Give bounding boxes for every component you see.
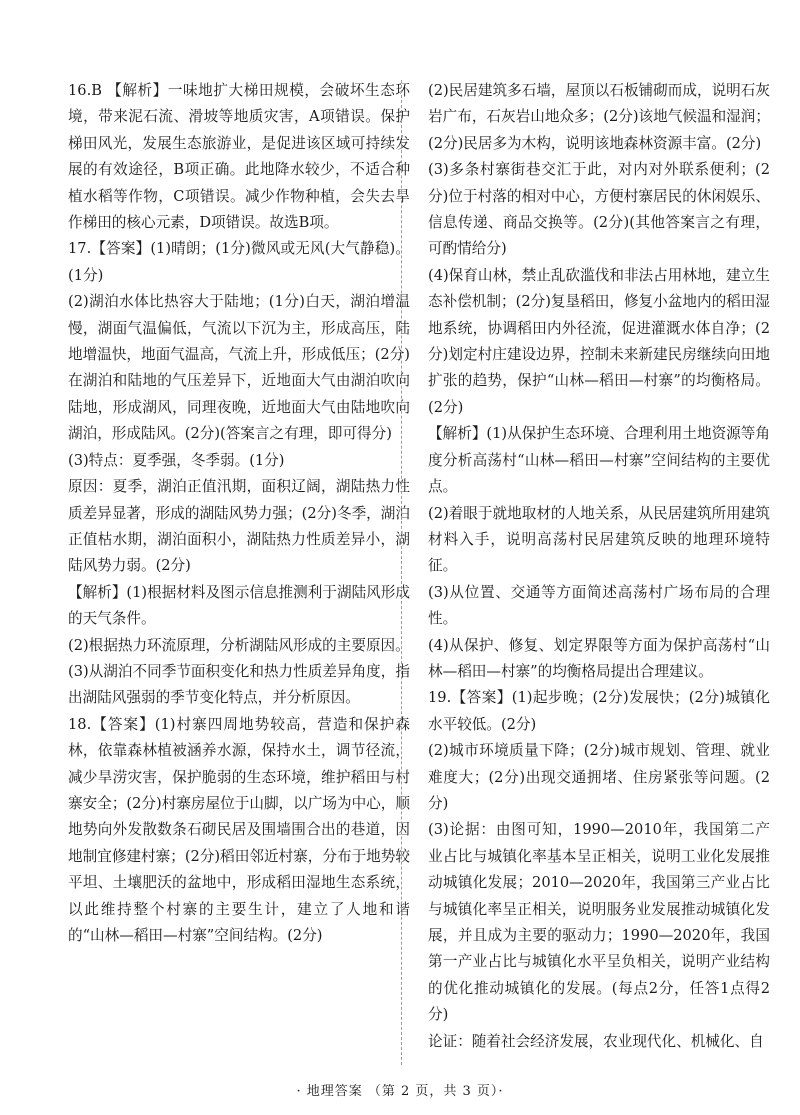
answer-19-part2: (2)城市环境质量下降；(2分)城市规划、管理、就业难度大；(2分)出现交通拥堵、住房紧张等问题。(2分) [428, 742, 770, 812]
answer-17-key: 17.【答案】(1)晴朗；(1分)微风或无风(大气静稳)。(1分) [68, 240, 410, 284]
answer-18-part4: (4)保育山林，禁止乱砍滥伐和非法占用林地，建立生态补偿机制；(2分)复垦稻田，修复小盆地内的稻田湿地系统，协调稻田内外径流，促进灌溉水体自净；(2分)划定村庄建设边界，控制未来新建民房继续向田地扩张的趋势，保护“山林—稻田—村寨”的均衡格局。(2分) [428, 266, 770, 416]
analysis-18-part2: (2)着眼于就地取材的人地关系，从民居建筑所用建筑材料入手，说明高荡村民居建筑反映的地理环境特征。 [428, 504, 770, 575]
page-footer: · 地理答案 （第 2 页，共 3 页）· [296, 1084, 504, 1099]
left-column [68, 78, 410, 949]
answer-17-part3-reason: 原因：夏季，湖泊正值汛期，面积辽阔，湖陆热力性质差异显著，形成的湖陆风势力强；(2分)冬季，湖泊正值枯水期，湖泊面积小，湖陆热力性质差异小，湖陆风势力弱。(2分) [68, 478, 410, 575]
answer-18-key: 18.【答案】(1)村寨四周地势较高，营造和保护森林，依靠森林植被涵养水源，保持水土，调节径流，减少旱涝灾害，保护脆弱的生态环境，维护稻田与村寨安全；(2分)村寨房屋位于山脚，以广场为中心，顺地势向外发散数条石砌民居及围墙围合出的巷道，因地制宜修建村寨；(2分)稻田邻近村寨，分布于地势较平坦、土壤肥沃的盆地中，形成稻田湿地生态系统，以此维持整个村寨的主要生计，建立了人地和谐的“山林—稻田—村寨”空间结构。(2分) [68, 715, 410, 944]
answer-18-part2: (2)民居建筑多石墙，屋顶以石板铺砌而成，说明石灰岩广布，石灰岩山地众多；(2分)该地气候温和湿润；(2分)民居多为木构，说明该地森林资源丰富。(2分) [428, 82, 770, 152]
answer-17-part2: (2)湖泊水体比热容大于陆地；(1分)白天，湖泊增温慢，湖面气温偏低，气流以下沉为主，形成高压，陆地增温快，地面气温高，气流上升，形成低压；(2分)在湖泊和陆地的气压差异下，近地面大气由湖泊吹向陆地，形成湖风，同理夜晚，近地面大气由陆地吹向湖泊，形成陆风。(2分)(答案言之有理，即可得分) [68, 293, 410, 443]
analysis-18-part1: 【解析】(1)从保护生态环境、合理利用土地资源等角度分析高荡村“山林—稻田—村寨”空间结构的主要优点。 [428, 425, 770, 496]
analysis-18-part4: (4)从保护、修复、划定界限等方面为保护高荡村“山林—稻田—村寨”的均衡格局提出合理建议。 [428, 636, 770, 680]
answer-19-part3-argument: 论证：随着社会经济发展，农业现代化、机械化、自 [428, 1032, 764, 1050]
answer-19-key: 19.【答案】(1)起步晚；(2分)发展快；(2分)城镇化水平较低。(2分) [428, 689, 770, 733]
analysis-17-part2: (2)根据热力环流原理，分析湖陆风形成的主要原因。 [68, 636, 410, 654]
analysis-17-part3: (3)从湖泊不同季节面积变化和热力性质差异角度，指出湖陆风强弱的季节变化特点，并分析原因。 [68, 662, 410, 707]
answer-19-part3-evidence: (3)论据：由图可知，1990—2010年，我国第二产业占比与城镇化率基本呈正相关，说明工业化发展推动城镇化发展；2010—2020年，我国第三产业占比与城镇化率呈正相关，说明服务业发展推动城镇化发展，并且成为主要的驱动力；1990—2020年，我国第一产业占比与城镇化水平呈负相关，说明产业结构的优化推动城镇化的发展。(每点2分，任答1点得2分) [428, 821, 770, 1024]
answer-18-part3: (3)多条村寨街巷交汇于此，对内对外联系便利；(2分)位于村落的相对中心，方便村寨居民的休闲娱乐、信息传递、商品交换等。(2分)(其他答案言之有理，可酌情给分) [428, 161, 770, 258]
answer-17-part3-feature: (3)特点：夏季强，冬季弱。(1分) [68, 451, 285, 469]
right-column [428, 78, 770, 1055]
analysis-17-part1: 【解析】(1)根据材料及图示信息推测利于湖陆风形成的天气条件。 [68, 583, 410, 628]
answer-16: 16.B 【解析】一味地扩大梯田规模，会破坏生态环境，带来泥石流、滑坡等地质灾害，A项错误。保护梯田风光，发展生态旅游业，是促进该区域可持续发展的有效途径，B项正确。此地降水较少，不适合种植水稻等作物，C项错误。减少作物种植，会失去旱作梯田的核心元素，D项错误。故选B项。 [68, 82, 410, 232]
column-divider [401, 80, 402, 1065]
analysis-18-part3: (3)从位置、交通等方面简述高荡村广场布局的合理性。 [428, 583, 770, 628]
